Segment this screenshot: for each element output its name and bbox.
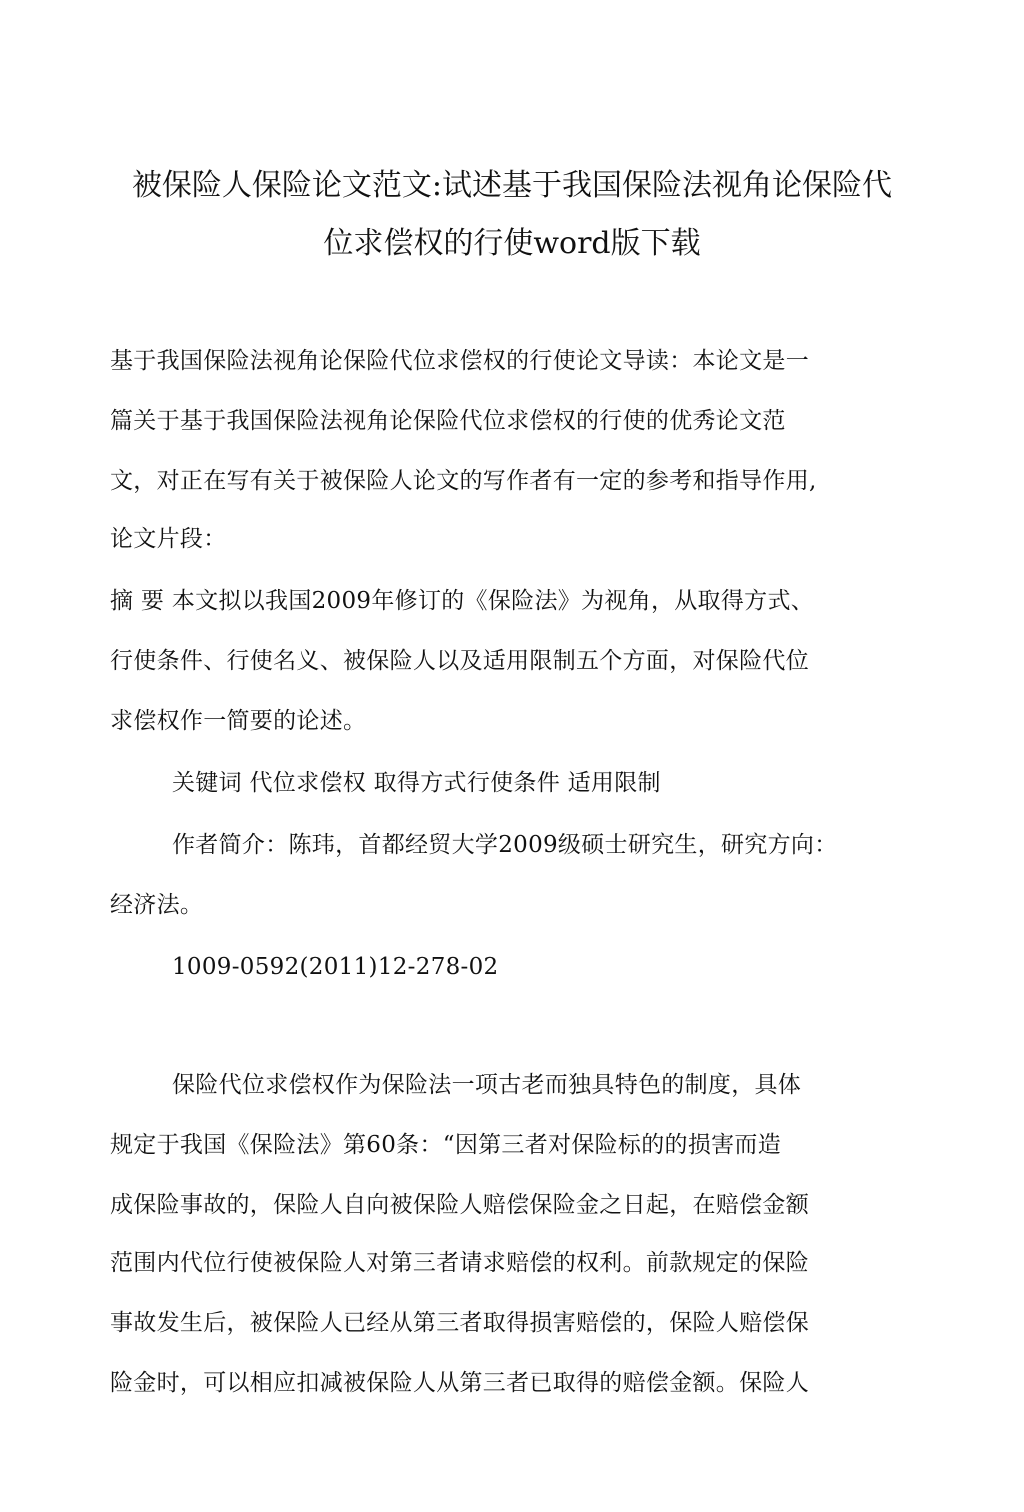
- body-line-4: 范围内代位行使被保险人对第三者请求赔偿的权利。前款规定的保险: [110, 1250, 809, 1276]
- keywords-line: 关键词 代位求偿权 取得方式行使条件 适用限制: [172, 770, 661, 796]
- abstract-line-1: 摘 要 本文拟以我国2009年修订的《保险法》为视角，从取得方式、: [110, 588, 815, 614]
- author-line-1: 作者简介：陈玮，首都经贸大学2009级硕士研究生，研究方向：: [172, 832, 838, 858]
- body-line-1: 保险代位求偿权作为保险法一项古老而独具特色的制度，具体: [172, 1072, 802, 1098]
- author-line-2: 经济法。: [110, 892, 204, 918]
- body-line-2: 规定于我国《保险法》第60条：“因第三者对保险标的的损害而造: [110, 1132, 782, 1158]
- intro-line-1: 基于我国保险法视角论保险代位求偿权的行使论文导读：本论文是一: [110, 348, 809, 374]
- intro-line-3: 文，对正在写有关于被保险人论文的写作者有一定的参考和指导作用,: [110, 468, 817, 494]
- body-line-6: 险金时，可以相应扣减被保险人从第三者已取得的赔偿金额。保险人: [110, 1370, 809, 1396]
- intro-line-2: 篇关于基于我国保险法视角论保险代位求偿权的行使的优秀论文范: [110, 408, 786, 434]
- abstract-line-3: 求偿权作一简要的论述。: [110, 708, 367, 734]
- title-line-1: 被保险人保险论文范文:试述基于我国保险法视角论保险代: [131, 168, 893, 203]
- document-code: 1009-0592(2011)12-278-02: [172, 954, 499, 980]
- body-line-5: 事故发生后，被保险人已经从第三者取得损害赔偿的，保险人赔偿保: [110, 1310, 809, 1336]
- intro-line-4: 论文片段：: [110, 526, 227, 552]
- body-line-3: 成保险事故的，保险人自向被保险人赔偿保险金之日起，在赔偿金额: [110, 1192, 809, 1218]
- title-line-2: 位求偿权的行使word版下载: [323, 226, 701, 261]
- abstract-line-2: 行使条件、行使名义、被保险人以及适用限制五个方面，对保险代位: [110, 648, 809, 674]
